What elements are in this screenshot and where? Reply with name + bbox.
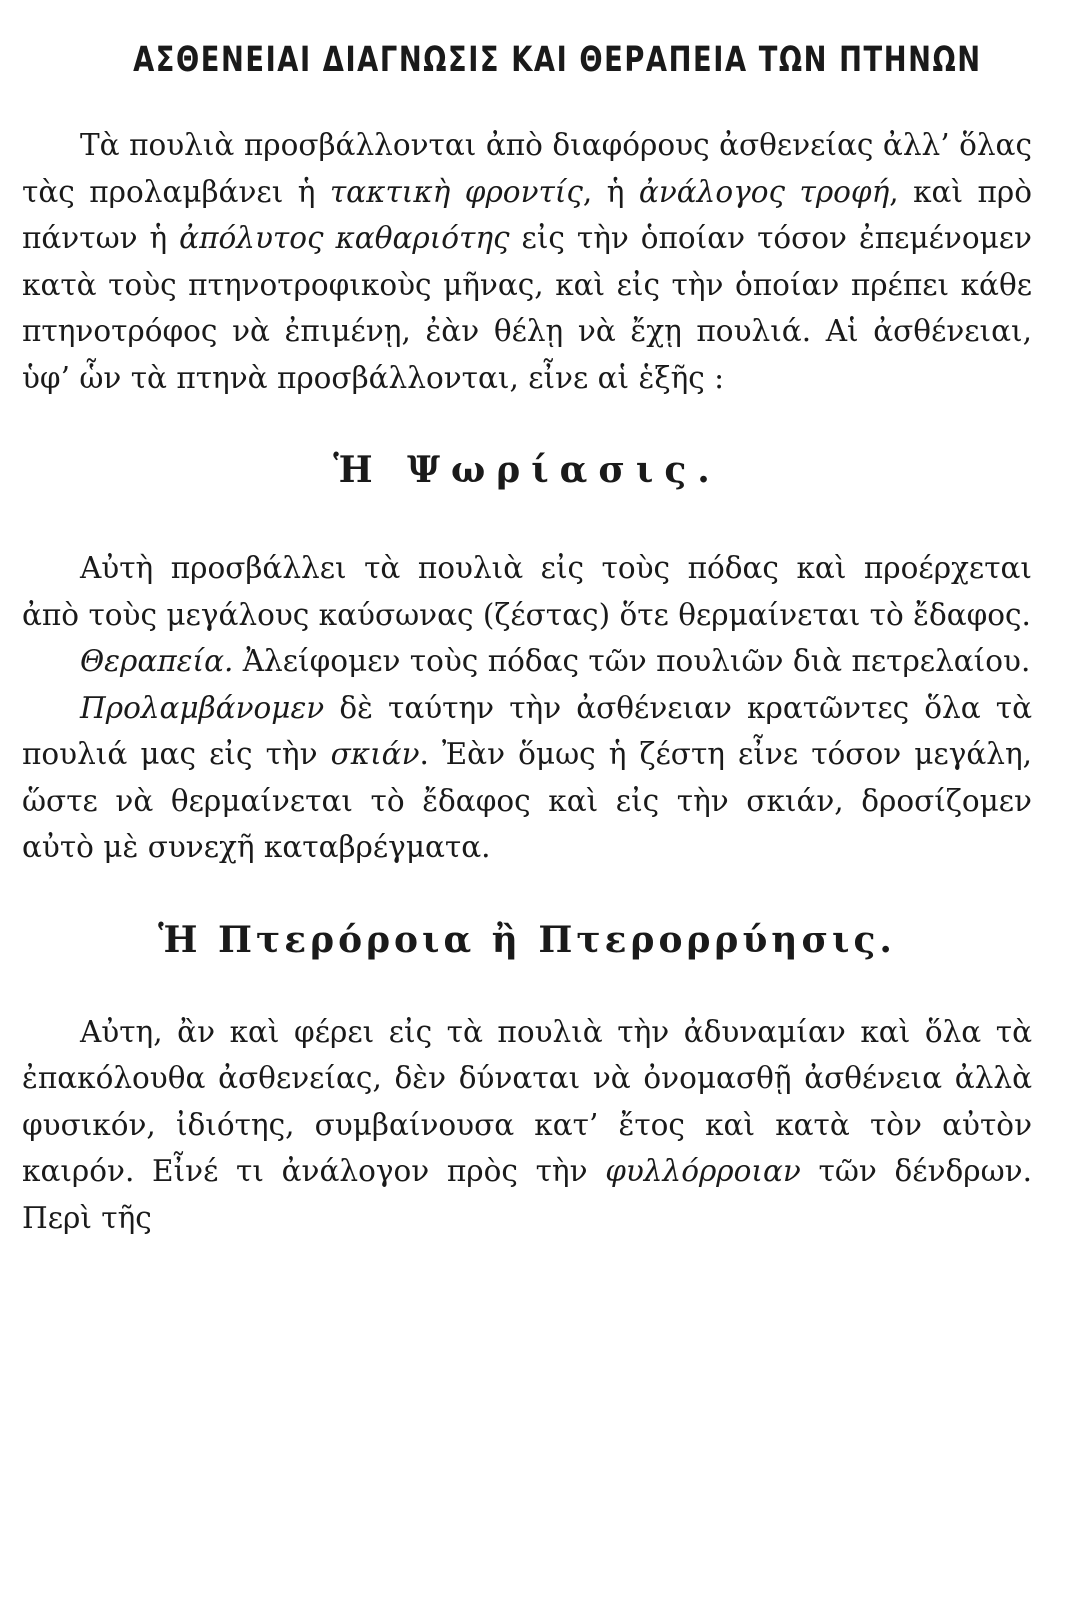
intro-emphasis: ἀνάλογος τροφή bbox=[638, 174, 890, 209]
pterorroia-text: Αὐτη, ἂν καὶ φέρει εἰς τὰ πουλιὰ τὴν ἀδυναμίαν καὶ ὅλα τὰ ἐπακόλουθα ἀσθενείας, δὲν δύναται νὰ ὀνομασθῇ ἀσθένεια ἀλλὰ φυσικόν, ἰδιότης, συμβαίνουσα κατ’ ἔτος καὶ κατὰ τὸν αὐτὸν καιρόν. Εἶνέ τι ἀνάλογον πρὸς τὴν bbox=[22, 1014, 1032, 1188]
intro-text: εἰς τὴν ὁποίαν τόσον ἐπεμένομεν κατὰ τοὺς πτηνοτροφικοὺς μῆνας, καὶ εἰς τὴν ὁποίαν πρέπει κάθε πτηνοτρόφος νὰ ἐπιμένῃ, ἐὰν θέλῃ νὰ ἔχῃ πουλιά. Αἱ ἀσθένειαι, ὑφ’ ὧν τὰ πτηνὰ προσβάλλονται, εἶνε αἱ ἑξῆς : bbox=[22, 221, 1032, 395]
running-title: ΑΣΘΕΝΕΙΑΙ ΔΙΑΓΝΩΣΙΣ ΚΑΙ ΘΕΡΑΠΕΙΑ ΤΩΝ ΠΤΗΝΩΝ bbox=[133, 40, 982, 80]
therapy-text: Ἀλείφομεν τοὺς πόδας τῶν πουλιῶν διὰ πετρελαίου. bbox=[233, 644, 1031, 678]
intro-paragraph bbox=[22, 122, 1032, 401]
pterorroia-emphasis: φυλλόρροιαν bbox=[605, 1154, 801, 1188]
intro-text: Τὰ πουλιὰ προσβάλλονται ἀπὸ διαφόρους ἀσθενείας ἀλλ’ ὅλας τὰς προλαμβάνει ἡ bbox=[22, 128, 1032, 209]
pterorroia-text: τῶν δένδρων. Περὶ τῆς bbox=[22, 1154, 1032, 1235]
prevention-text: δὲ ταύτην τὴν ἀσθένειαν κρατῶντες ὅλα τὰ πουλιά μας εἰς τὴν bbox=[22, 690, 1032, 771]
pterorroia-paragraph bbox=[22, 1009, 1032, 1242]
prevention-paragraph bbox=[22, 685, 1032, 871]
therapy-paragraph bbox=[22, 638, 1032, 685]
intro-emphasis: ἀπόλυτος καθαριότης bbox=[179, 221, 510, 255]
section-heading-pterorroia: Ἡ Πτερόροια ἢ Πτερορρύησις. bbox=[158, 918, 896, 961]
intro-text: , καὶ πρὸ πάντων ἡ bbox=[22, 174, 1032, 255]
document-page bbox=[22, 40, 1032, 1241]
intro-emphasis: τακτικὴ φροντίς bbox=[329, 174, 583, 209]
prevention-text: . Ἐὰν ὅμως ἡ ζέστη εἶνε τόσον μεγάλη, ὥστε νὰ θερμαίνεται τὸ ἔδαφος καὶ εἰς τὴν σκιάν, δροσίζομεν αὐτὸ μὲ συνεχῆ καταβρέγματα. bbox=[22, 737, 1032, 864]
therapy-label: Θεραπεία. bbox=[80, 644, 234, 678]
psoriasis-paragraph: Αὐτὴ προσβάλλει τὰ πουλιὰ εἰς τοὺς πόδας καὶ προέρχεται ἀπὸ τοὺς μεγάλους καύσωνας (ζέστας) ὅτε θερμαίνεται τὸ ἔδαφος. bbox=[22, 551, 1032, 632]
section-heading-psoriasis: Ἡ Ψωρίασις. bbox=[333, 449, 721, 491]
prevention-label: Προλαμβάνομεν bbox=[80, 690, 325, 725]
prevention-emphasis: σκιάν bbox=[330, 737, 420, 771]
intro-text: , ἡ bbox=[582, 174, 639, 209]
